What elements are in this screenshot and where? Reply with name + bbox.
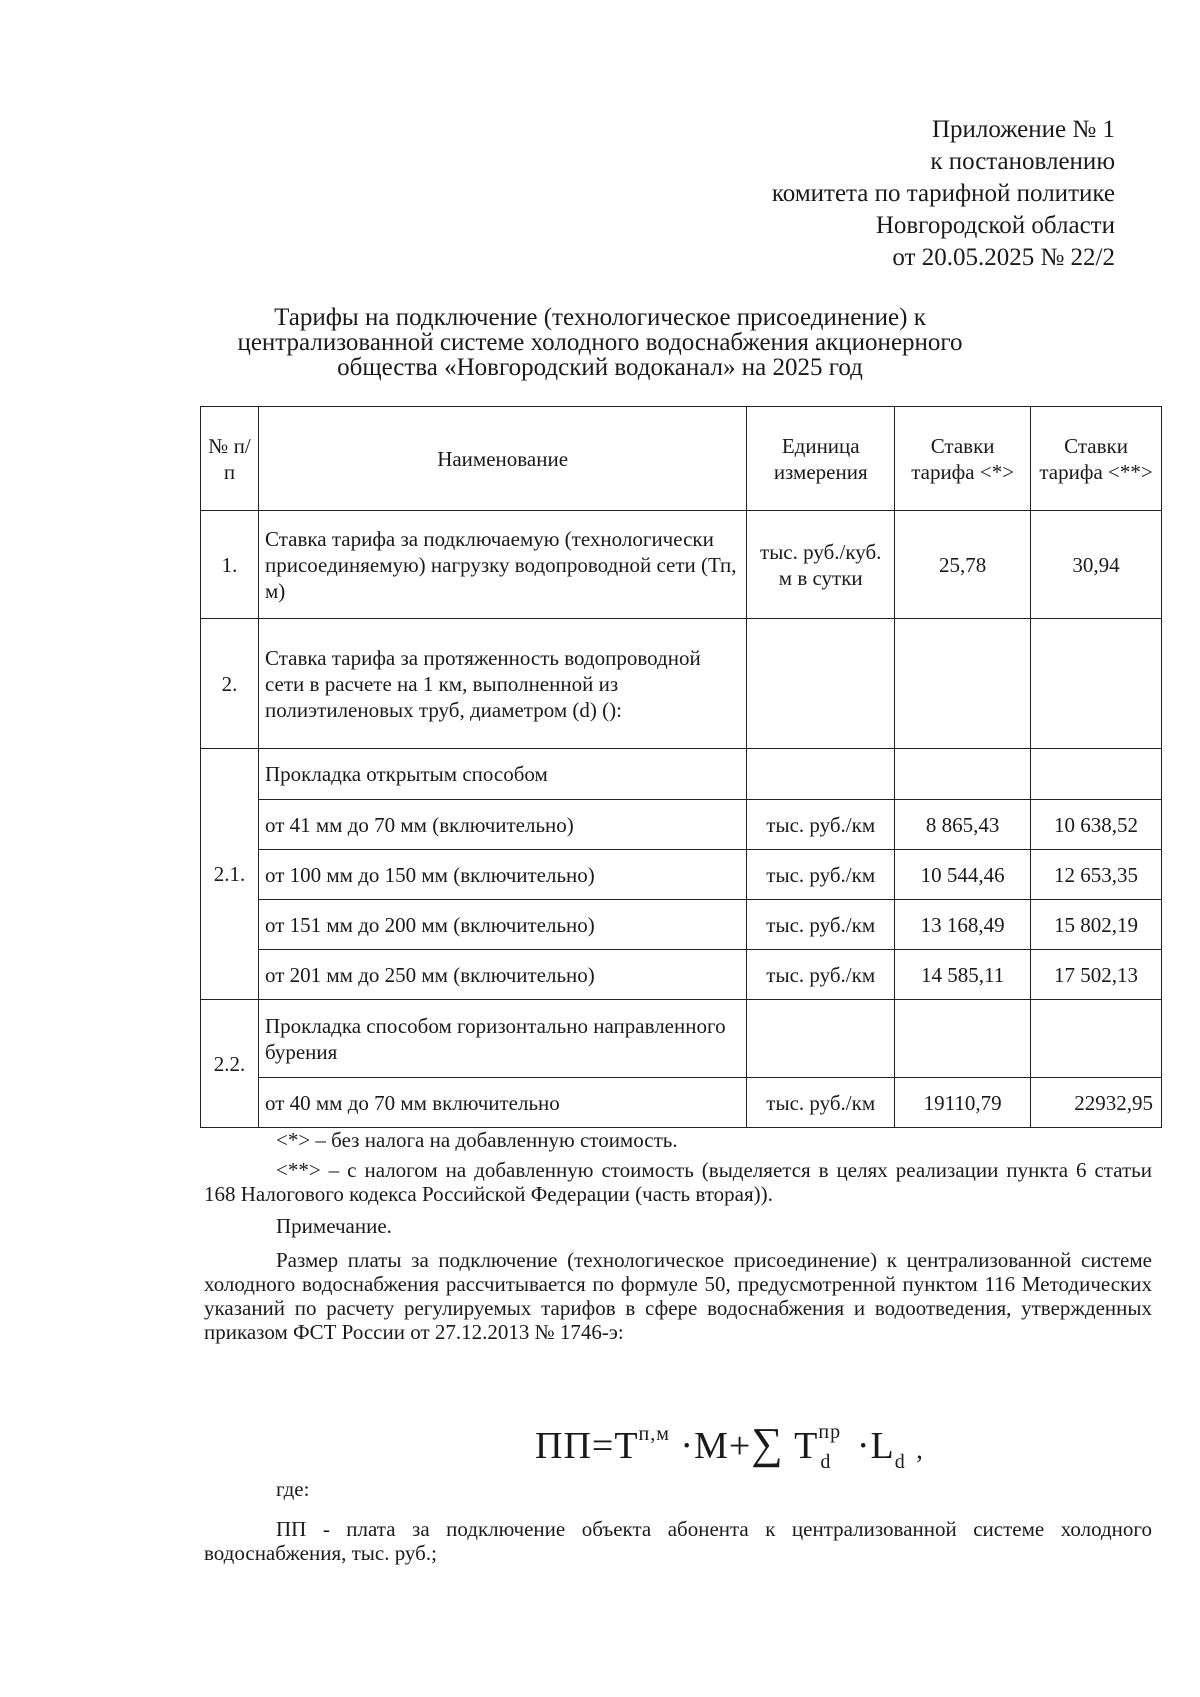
payment-formula: [535, 1418, 924, 1474]
notes-section: [204, 1128, 1152, 1350]
row-name: от 201 мм до 250 мм (включительно): [258, 950, 746, 1000]
row-num: 2.: [201, 619, 259, 749]
formula-l: L: [870, 1425, 895, 1467]
row-rate-no-vat: 8 865,43: [895, 800, 1031, 850]
header-name: Наименование: [258, 407, 746, 511]
row-name: от 100 мм до 150 мм (включительно): [258, 850, 746, 900]
note-with-vat: <**> – с налогом на добавленную стоимость (выделяется в целях реализации пункта 6 статьи 168 Налогового кодекса Российской Федерации (часть вторая)).: [204, 1158, 1152, 1206]
row-rate-with-vat: 17 502,13: [1031, 950, 1162, 1000]
row-rate-no-vat: 19110,79: [895, 1078, 1031, 1128]
table-row: [201, 1000, 1162, 1078]
row-name: от 151 мм до 200 мм (включительно): [258, 900, 746, 950]
row-rate-no-vat: 25,78: [895, 511, 1031, 619]
table-header-row: [201, 407, 1162, 511]
row-rate-with-vat: 10 638,52: [1031, 800, 1162, 850]
row-rate-with-vat: 22932,95: [1031, 1078, 1162, 1128]
row-num: 2.2.: [201, 1000, 259, 1128]
row-num: 2.1.: [201, 749, 259, 1000]
table-row: [201, 511, 1162, 619]
table-row: [201, 800, 1162, 850]
row-unit: тыс. руб./куб. м в сутки: [747, 511, 895, 619]
row-unit: тыс. руб./км: [747, 800, 895, 850]
header-rate-no-vat: Ставки тарифа <*>: [895, 407, 1031, 511]
document-header: [772, 114, 1115, 274]
row-unit: тыс. руб./км: [747, 1078, 895, 1128]
header-rate-with-vat: Ставки тарифа <**>: [1031, 407, 1162, 511]
row-name: Ставка тарифа за протяженность водопроводной сети в расчете на 1 км, выполненной из полиэтиленовых труб, диаметром (d) ():: [258, 619, 746, 749]
formula-l-subscript: d: [894, 1451, 906, 1473]
formula-t-superscript: п,м: [638, 1423, 670, 1445]
table-row: [201, 1078, 1162, 1128]
formula-t2-superscript: пр: [818, 1421, 842, 1443]
definition-pp: ПП - плата за подключение объекта абонента к централизованной системе холодного водоснабжения, тыс. руб.;: [204, 1517, 1152, 1565]
row-heading: Прокладка открытым способом: [258, 749, 746, 800]
title-line-2: централизованной системе холодного водоснабжения акционерного: [237, 329, 963, 356]
table-row: [201, 900, 1162, 950]
header-line-region: Новгородской области: [875, 212, 1115, 239]
title-line-1: Тарифы на подключение (технологическое присоединение) к: [274, 304, 926, 331]
note-remark-heading: Примечание.: [276, 1214, 392, 1238]
row-rate-with-vat: 12 653,35: [1031, 850, 1162, 900]
formula-t2: Т: [794, 1425, 819, 1467]
formula-dot: ·: [680, 1425, 695, 1467]
formula-t: Т: [614, 1425, 639, 1467]
row-rate-no-vat: 14 585,11: [895, 950, 1031, 1000]
header-line-resolution: к постановлению: [930, 148, 1115, 175]
table-row: [201, 850, 1162, 900]
row-unit: тыс. руб./км: [747, 850, 895, 900]
tariff-table: [200, 406, 1162, 1128]
row-rate-no-vat: 13 168,49: [895, 900, 1031, 950]
formula-equals: =: [591, 1425, 615, 1467]
row-rate-with-vat: 15 802,19: [1031, 900, 1162, 950]
table-row: [201, 950, 1162, 1000]
header-num: № п/п: [201, 407, 259, 511]
row-unit: тыс. руб./км: [747, 950, 895, 1000]
row-num: 1.: [201, 511, 259, 619]
header-unit: Единица измерения: [747, 407, 895, 511]
table-row: [201, 619, 1162, 749]
formula-sum-sign: ∑: [751, 1419, 784, 1468]
row-rate-no-vat: 10 544,46: [895, 850, 1031, 900]
row-name: Ставка тарифа за подключаемую (технологически присоединяемую) нагрузку водопроводной сети (Тп, м): [258, 511, 746, 619]
where-label: где:: [276, 1477, 310, 1501]
header-line-committee: комитета по тарифной политике: [771, 180, 1115, 207]
row-rate-with-vat: 30,94: [1031, 511, 1162, 619]
formula-t2-subscript: d: [820, 1451, 832, 1473]
title-line-3: общества «Новгородский водоканал» на 2025 год: [337, 354, 863, 381]
formula-lhs: ПП: [535, 1425, 592, 1467]
header-line-date: от 20.05.2025 № 22/2: [892, 244, 1115, 271]
note-formula-description: Размер платы за подключение (технологическое присоединение) к централизованной системе холодного водоснабжения рассчитывается по формуле 50, предусмотренной пунктом 116 Методических указаний по расчету регулируемых тарифов в сфере водоснабжения и водоотведения, утвержденных приказом ФСТ России от 27.12.2013 № 1746-э:: [204, 1248, 1152, 1344]
formula-plus: +: [728, 1425, 752, 1467]
row-unit: тыс. руб./км: [747, 900, 895, 950]
formula-dot: ·: [856, 1425, 871, 1467]
note-no-vat: <*> – без налога на добавленную стоимость.: [276, 1128, 678, 1152]
document-title: [200, 305, 1000, 380]
row-name: от 40 мм до 70 мм включительно: [258, 1078, 746, 1128]
row-name: от 41 мм до 70 мм (включительно): [258, 800, 746, 850]
formula-comma: ,: [916, 1435, 924, 1464]
table-row: [201, 749, 1162, 800]
formula-m: М: [694, 1425, 729, 1467]
row-heading: Прокладка способом горизонтально направленного бурения: [258, 1000, 746, 1078]
header-line-appendix: Приложение № 1: [931, 116, 1115, 143]
